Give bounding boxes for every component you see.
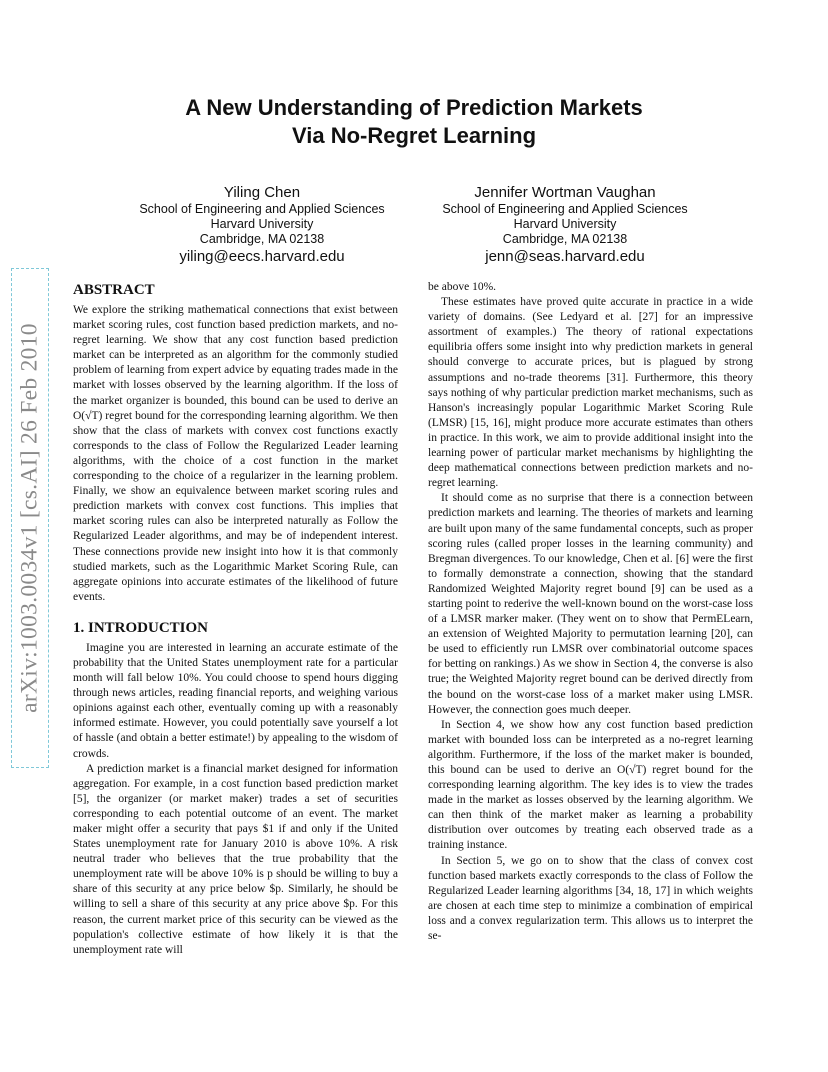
abstract-heading: ABSTRACT: [73, 282, 155, 298]
author-block-1: [112, 183, 412, 266]
author-institution: Harvard University: [513, 217, 617, 231]
introduction-heading: 1. INTRODUCTION: [73, 619, 209, 636]
left-column: [73, 280, 398, 958]
arxiv-identifier: arXiv:1003.0034v1 [cs.AI] 26 Feb 2010: [16, 323, 43, 713]
author-block-2: [415, 183, 715, 266]
author-name: Yiling Chen: [223, 184, 301, 201]
author-email: jenn@seas.harvard.edu: [485, 248, 645, 265]
abstract-text: We explore the striking mathematical connections that exist between market scoring rules, cost function based prediction markets, and no-regret learning. We show that any cost function based prediction market can be interpreted as an algorithm for the commonly studied problem of learning from expert advice by equating trades made in the market with losses observed by the learning algorithm. If the loss of the market organizer is bounded, this bound can be used to derive an O(√T) regret bound for the corresponding learning algorithm. We then show that the class of markets with convex cost functions exactly corresponds to the class of Follow the Regularized Leader learning algorithms, with the choice of a cost function in the market corresponding to the choice of a regularizer in the learning problem. Finally, we show an equivalence between market scoring rules and prediction markets with convex cost functions. This implies that market scoring rules can also be interpreted naturally as Follow the Regularized Leader algorithms, and may be of independent interest. These connections provide new insight into how it is that commonly studied markets, such as the Logarithmic Market Scoring Rule, can aggregate opinions into accurate estimates of the likelihood of future events.: [73, 304, 398, 603]
author-name: Jennifer Wortman Vaughan: [474, 184, 656, 201]
title-line-1: A New Understanding of Prediction Markets: [185, 95, 643, 120]
intro-paragraph: These estimates have proved quite accurate in practice in a wide variety of domains. (See Ledyard et al. [27] for an impressive assortment of examples.) The theory of rational expectations equilibria offers some insight into why prediction markets in general should converge to accurate prices, but is plagued by strong assumptions and no-trade theorems [31]. Furthermore, this theory says nothing of why particular prediction market mechanisms, such as Hanson's increasingly popular Logarithmic Market Scoring Rule (LMSR) [15, 16], might produce more accurate estimates than others in practice. In this work, we aim to provide additional insight into the learning power of particular market mechanisms by highlighting the deep mathematical connections between prediction markets and no-regret learning.: [428, 296, 753, 490]
author-address: Cambridge, MA 02138: [502, 232, 628, 246]
arxiv-watermark: [11, 268, 49, 768]
intro-paragraph: Imagine you are interested in learning an accurate estimate of the probability that the United States unemployment rate for a particular month will fall below 10%. You could choose to spend hours digging through news articles, reading financial reports, and weighing various opinions against each other, eventually coming up with a reasonably informed estimate. However, you could potentially save yourself a lot of hassle (and obtain a better estimate!) by appealing to the wisdom of crowds.: [73, 641, 398, 760]
author-affiliation: School of Engineering and Applied Sciences: [442, 202, 688, 216]
title-line-2: Via No-Regret Learning: [291, 123, 537, 148]
intro-paragraph: A prediction market is a financial market designed for information aggregation. For example, in a cost function based prediction market [5], the organizer (or market maker) trades a set of securities corresponding to each potential outcome of an event. The market maker might offer a security that pays $1 if and only if the United States unemployment rate for January 2010 is above 10%. A risk neutral trader who believes that the true probability that the unemployment rate will be above 10% is p should be willing to buy a share of this security at any price below $p. Similarly, he should be willing to sell a share of this security at any price above $p. For this reason, the current market price of this security can be viewed as the population's collective estimate of how likely it is that the unemployment rate will: [73, 762, 398, 956]
intro-paragraph: be above 10%.: [428, 281, 497, 293]
intro-paragraph: In Section 5, we go on to show that the class of convex cost function based markets exactly corresponds to the class of Follow the Regularized Leader learning algorithms [34, 18, 17] in which weights are chosen at each time step to minimize a combination of empirical loss and a convex regularization term. This allows us to interpret the se-: [428, 854, 753, 943]
paper-title: [0, 94, 828, 150]
intro-paragraph: It should come as no surprise that there is a connection between prediction markets and learning. The theories of markets and learning are built upon many of the same fundamental concepts, such as proper scoring rules (called proper losses in the learning community) and Bregman divergences. To our knowledge, Chen et al. [6] were the first to formally demonstrate a connection, showing that the standard Randomized Weighted Majority regret bound [9] can be used as a starting point to rederive the well-known bound on the worst-case loss of a LMSR marker maker. (They went on to show that PermELearn, an extension of Weighted Majority to permutation learning [20], can be used to efficiently run LMSR over combinatorial outcome spaces for betting on rankings.) As we show in Section 4, the converse is also true; the Weighted Majority regret bound can be derived directly from the bound on the worst-case loss of a market maker using LMSR. However, the connection goes much deeper.: [428, 492, 753, 716]
author-email: yiling@eecs.harvard.edu: [179, 248, 345, 265]
author-institution: Harvard University: [210, 217, 314, 231]
intro-paragraph: In Section 4, we show how any cost function based prediction market with bounded loss can be interpreted as a no-regret learning algorithm. Furthermore, if the loss of the market maker is bounded, this bound can be used to derive an O(√T) regret bound for the corresponding learning algorithm. The key ides is to view the trades made in the market as losses observed by the learning algorithm. We can then think of the market maker as learning a probability distribution over outcomes by treating each observed trade as a training instance.: [428, 718, 753, 852]
author-affiliation: School of Engineering and Applied Sciences: [139, 202, 385, 216]
author-address: Cambridge, MA 02138: [199, 232, 325, 246]
right-column: [428, 280, 753, 944]
